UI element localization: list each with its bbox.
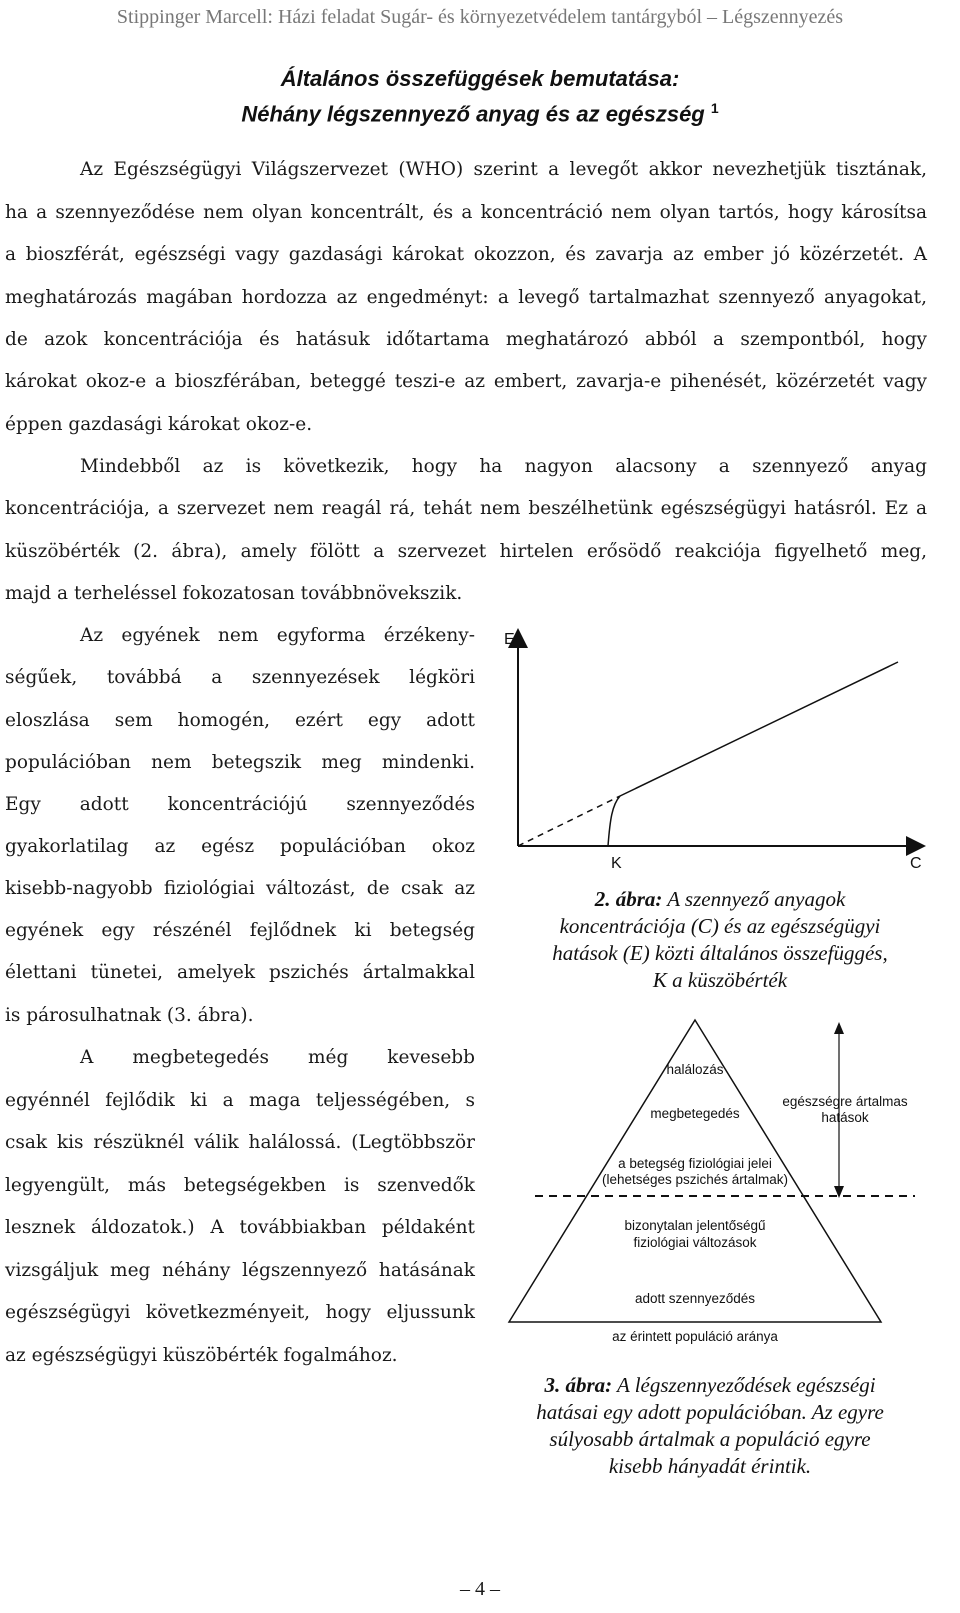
text-line: károkat okoz-e a bioszférában, beteggé teszi-e az embert, zavarja-e pihenését, közérzetét vagy — [5, 371, 927, 392]
text-line: az egészségügyi küszöbérték fogalmához. — [5, 1345, 398, 1366]
caption-text: A szennyező anyagok — [667, 887, 846, 911]
y-axis-label: E — [504, 631, 515, 648]
text-line: majd a terheléssel fokozatosan továbbnövekszik. — [5, 583, 463, 604]
harmful-effects-label-2: hatások — [821, 1110, 869, 1125]
level-uncertain-changes-2: fiziológiai változások — [633, 1235, 757, 1250]
text-line: Egy adott koncentrációjú szennyeződés — [5, 794, 475, 815]
caption-line: koncentrációja (C) és az egészségügyi — [559, 914, 881, 938]
text-line: éppen gazdasági károkat okoz-e. — [5, 414, 313, 435]
level-uncertain-changes-1: bizonytalan jelentőségű — [624, 1218, 766, 1233]
text-line: egyének egy részénél fejlődnek ki betegség — [5, 920, 475, 941]
text-line: vizsgáljuk meg néhány légszennyező hatásának — [5, 1260, 475, 1281]
section-title-line2 — [0, 100, 960, 127]
text-line: küszöbérték (2. ábra), amely fölött a szervezet hirtelen erősödő reakciója figyelhető meg, — [5, 541, 927, 562]
level-pollution: adott szennyeződés — [634, 1291, 756, 1306]
text-line: gyakorlatilag az egész populációban okoz — [5, 836, 475, 857]
threshold-response-curve — [608, 796, 620, 846]
level-physiological-signs: a betegség fiziológiai jelei — [618, 1156, 772, 1171]
figure-3-pyramid — [495, 1010, 935, 1355]
arrow-head-top — [834, 1022, 844, 1034]
caption-line: hatásai egy adott populációban. Az egyre — [536, 1400, 884, 1424]
figure-2-caption — [495, 886, 945, 994]
caption-line — [495, 886, 945, 913]
text-line: Az Egészségügyi Világszervezet (WHO) szerint a levegőt akkor nevezhetjük tisztának, — [80, 159, 927, 180]
text-line: lesznek áldozatok.) A továbbiakban példaként — [5, 1217, 475, 1238]
text-line: csak kis részüknél válik halálossá. (Legtöbbször — [5, 1132, 475, 1153]
harmful-effects-label-1: egészségre ártalmas — [782, 1094, 908, 1109]
x-axis-label: C — [910, 855, 922, 872]
page-number: – 4 – — [460, 1578, 500, 1600]
text-line: A megbetegedés még kevesebb — [80, 1047, 475, 1068]
text-line: eloszlása sem homogén, ezért egy adott — [5, 710, 475, 731]
text-line: Mindebből az is következik, hogy ha nagyon alacsony a szennyező anyag — [80, 456, 927, 477]
text-line: is párosulhatnak (3. ábra). — [5, 1005, 254, 1026]
level-disease: megbetegedés — [650, 1106, 740, 1121]
caption-line — [485, 1372, 935, 1399]
linear-response-line — [620, 662, 898, 796]
level-death: halálozás — [666, 1062, 724, 1077]
text-line: meghatározás magában hordozza az engedményt: a levegő tartalmazhat szennyező anyagokat, — [5, 287, 927, 308]
text-line: a bioszférát, egészségi vagy gazdasági károkat okozzon, és zavarja az ember jó közérzetét. A — [5, 244, 927, 265]
text-line: kisebb-nagyobb fiziológiai változást, de csak az — [5, 878, 475, 899]
text-line: ha a szennyeződése nem olyan koncentrált, és a koncentráció nem olyan tartós, hogy károsítsa — [5, 202, 927, 223]
text-line: élettani tünetei, amelyek pszichés ártalmakkal — [5, 962, 475, 983]
section-title-line1: Általános összefüggések bemutatása: — [280, 66, 680, 91]
caption-number: 3. ábra: — [544, 1373, 613, 1397]
caption-line: kisebb hányadát érintik. — [608, 1454, 812, 1478]
population-proportion-label: az érintett populáció aránya — [612, 1329, 778, 1344]
text-line: de azok koncentrációja és hatásuk időtartama meghatározó abból a szempontból, hogy — [5, 329, 927, 350]
extrapolated-dashed-line — [518, 796, 620, 846]
figure-3-caption — [485, 1372, 935, 1480]
caption-line: hatások (E) közti általános összefüggés, — [552, 941, 888, 965]
text-line: Az egyének nem egyforma érzékeny- — [80, 625, 475, 646]
threshold-label: K — [611, 855, 622, 872]
text-line: egészségügyi következményeit, hogy eljussunk — [5, 1302, 475, 1323]
section-title-text: Néhány légszennyező anyag és az egészség — [241, 101, 705, 127]
caption-line: súlyosabb ártalmak a populáció egyre — [549, 1427, 871, 1451]
text-line: koncentrációja, a szervezet nem reagál rá, tehát nem beszélhetünk egészségügyi hatásról. Ez a — [5, 498, 927, 519]
text-line: legyengült, más betegségekben is szenvedők — [5, 1175, 475, 1196]
text-line: ségűek, továbbá a szennyezések légköri — [5, 667, 475, 688]
caption-number: 2. ábra: — [594, 887, 663, 911]
footnote-mark: 1 — [710, 100, 719, 116]
text-line: egyénnél fejlődik ki a maga teljességében, s — [5, 1090, 475, 1111]
caption-text: A légszennyeződések egészségi — [617, 1373, 876, 1397]
figure-2-graph — [490, 620, 940, 880]
text-line: populációban nem betegszik meg mindenki. — [5, 752, 475, 773]
page-header: Stippinger Marcell: Házi feladat Sugár- és környezetvédelem tantárgyból – Légszennyezés — [116, 5, 844, 28]
caption-line: K a küszöbérték — [652, 968, 788, 992]
level-psychological-harm: (lehetséges pszichés ártalmak) — [601, 1172, 789, 1187]
